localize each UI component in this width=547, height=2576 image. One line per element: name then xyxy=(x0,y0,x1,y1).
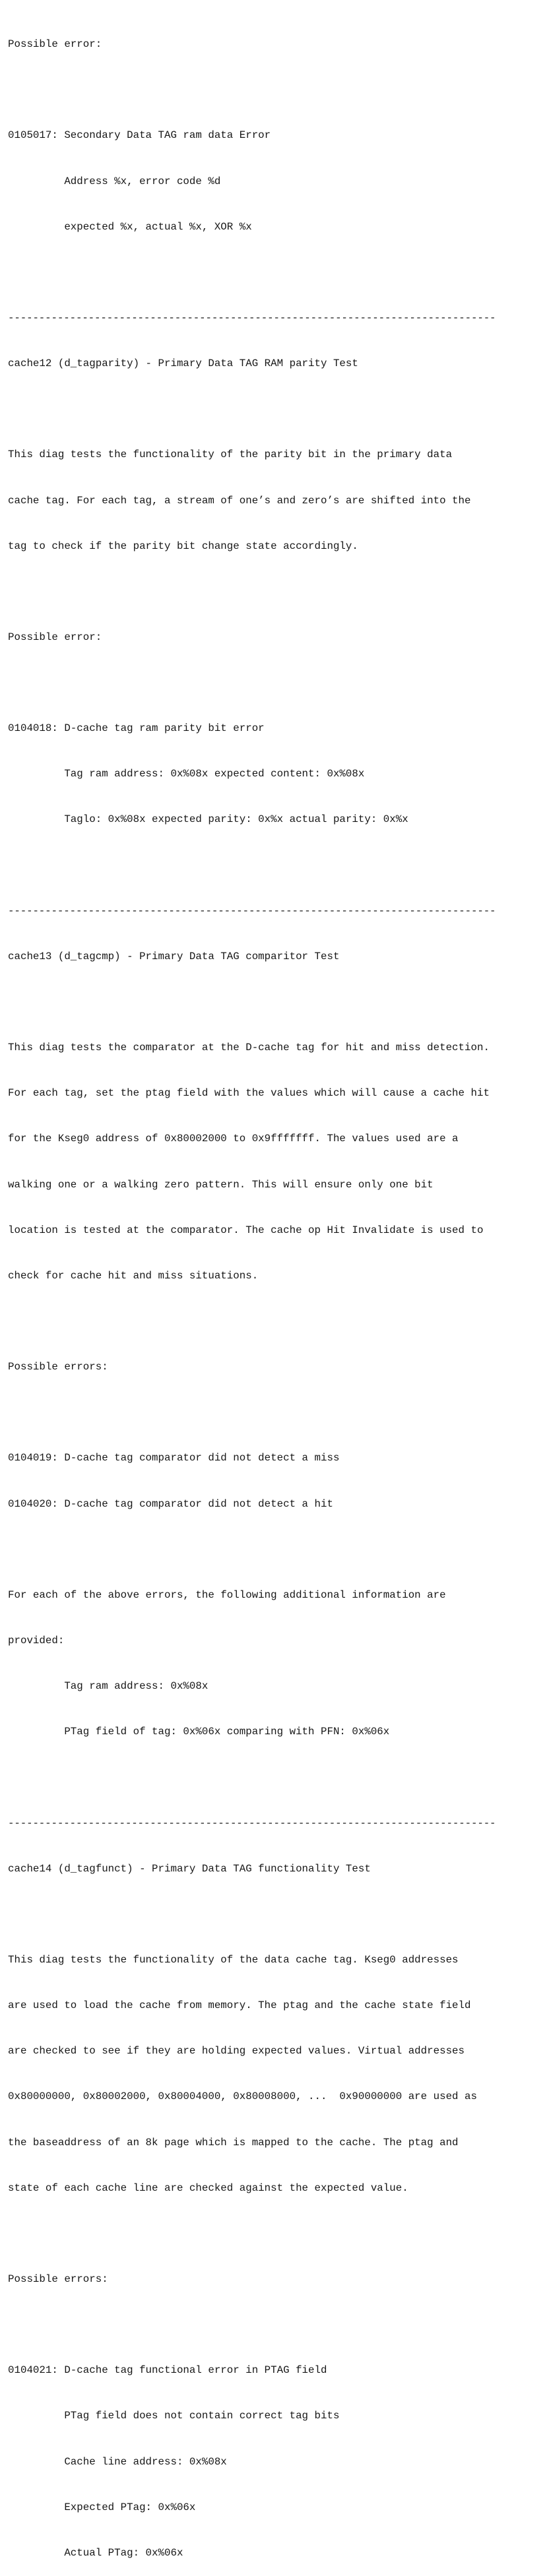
error-detail-line: Actual PTag: 0x%06x xyxy=(8,2546,183,2559)
section-divider: ------------------------------------------------------------------------------- xyxy=(8,1817,496,1829)
document-page xyxy=(8,7,542,2576)
description-line: 0x80000000, 0x80002000, 0x80004000, 0x80008000, ... 0x90000000 are used as xyxy=(8,2090,477,2103)
blank-line xyxy=(8,82,542,98)
blank-line xyxy=(8,675,542,691)
error-detail-line: Tag ram address: 0x%08x xyxy=(8,1680,209,1693)
blank-line xyxy=(8,1405,542,1420)
error-code-line: 0104020: D-cache tag comparator did not detect a hit xyxy=(8,1497,333,1510)
blank-line xyxy=(8,995,542,1010)
description-line: This diag tests the functionality of the parity bit in the primary data xyxy=(8,449,453,461)
section-heading-cache12: cache12 (d_tagparity) - Primary Data TAG RAM parity Test xyxy=(8,358,358,370)
error-code-line: 0104021: D-cache tag functional error in PTAG field xyxy=(8,2364,327,2377)
description-line: walking one or a walking zero pattern. This will ensure only one bit xyxy=(8,1178,434,1191)
description-line: cache tag. For each tag, a stream of one’s and zero’s are shifted into the xyxy=(8,494,471,507)
error-detail-line: Taglo: 0x%08x expected parity: 0x%x actual parity: 0x%x xyxy=(8,813,408,826)
blank-line xyxy=(8,1542,542,1557)
section-heading-cache14: cache14 (d_tagfunct) - Primary Data TAG functionality Test xyxy=(8,1862,371,1875)
blank-line xyxy=(8,265,542,280)
error-detail-line: Address %x, error code %d xyxy=(8,175,221,187)
blank-line xyxy=(8,2226,542,2242)
description-line: are used to load the cache from memory. The ptag and the cache state field xyxy=(8,1999,471,2012)
error-code-line: 0104019: D-cache tag comparator did not detect a miss xyxy=(8,1452,340,1464)
blank-line xyxy=(8,2317,542,2333)
blank-line xyxy=(8,584,542,600)
possible-errors-label: Possible errors: xyxy=(8,1361,108,1373)
description-line: For each tag, set the ptag field with the values which will cause a cache hit xyxy=(8,1087,490,1100)
description-line: the baseaddress of an 8k page which is mapped to the cache. The ptag and xyxy=(8,2136,459,2149)
error-detail-line: PTag field of tag: 0x%06x comparing with PFN: 0x%06x xyxy=(8,1726,390,1738)
blank-line xyxy=(8,858,542,873)
description-line: location is tested at the comparator. The cache op Hit Invalidate is used to xyxy=(8,1224,484,1236)
section-divider: ------------------------------------------------------------------------------- xyxy=(8,904,496,917)
text-line: Possible error: xyxy=(8,38,102,51)
blank-line xyxy=(8,1907,542,1922)
description-line: This diag tests the comparator at the D-cache tag for hit and miss detection. xyxy=(8,1042,490,1054)
description-line: This diag tests the functionality of the data cache tag. Kseg0 addresses xyxy=(8,1954,459,1966)
possible-errors-label: Possible errors: xyxy=(8,2273,108,2285)
possible-error-label: Possible error: xyxy=(8,631,102,643)
error-detail-line: Tag ram address: 0x%08x expected content: 0x%08x xyxy=(8,768,365,780)
error-detail-line: expected %x, actual %x, XOR %x xyxy=(8,220,252,233)
section-heading-cache13: cache13 (d_tagcmp) - Primary Data TAG comparitor Test xyxy=(8,950,340,962)
error-detail-line: Cache line address: 0x%08x xyxy=(8,2455,227,2468)
error-code-line: 0105017: Secondary Data TAG ram data Error xyxy=(8,129,271,142)
blank-line xyxy=(8,402,542,417)
description-line: tag to check if the parity bit change state accordingly. xyxy=(8,540,358,552)
description-line: state of each cache line are checked against the expected value. xyxy=(8,2182,408,2194)
description-line: for the Kseg0 address of 0x80002000 to 0x9fffffff. The values used are a xyxy=(8,1133,459,1145)
description-line: provided: xyxy=(8,1635,65,1647)
error-detail-line: PTag field does not contain correct tag bits xyxy=(8,2410,340,2422)
description-line: check for cache hit and miss situations. xyxy=(8,1269,259,1282)
description-line: For each of the above errors, the following additional information are xyxy=(8,1588,446,1601)
error-code-line: 0104018: D-cache tag ram parity bit error xyxy=(8,722,265,735)
error-detail-line: Expected PTag: 0x%06x xyxy=(8,2501,196,2513)
description-line: are checked to see if they are holding expected values. Virtual addresses xyxy=(8,2045,465,2058)
blank-line xyxy=(8,1770,542,1785)
section-divider: ------------------------------------------------------------------------------- xyxy=(8,311,496,324)
blank-line xyxy=(8,1314,542,1329)
